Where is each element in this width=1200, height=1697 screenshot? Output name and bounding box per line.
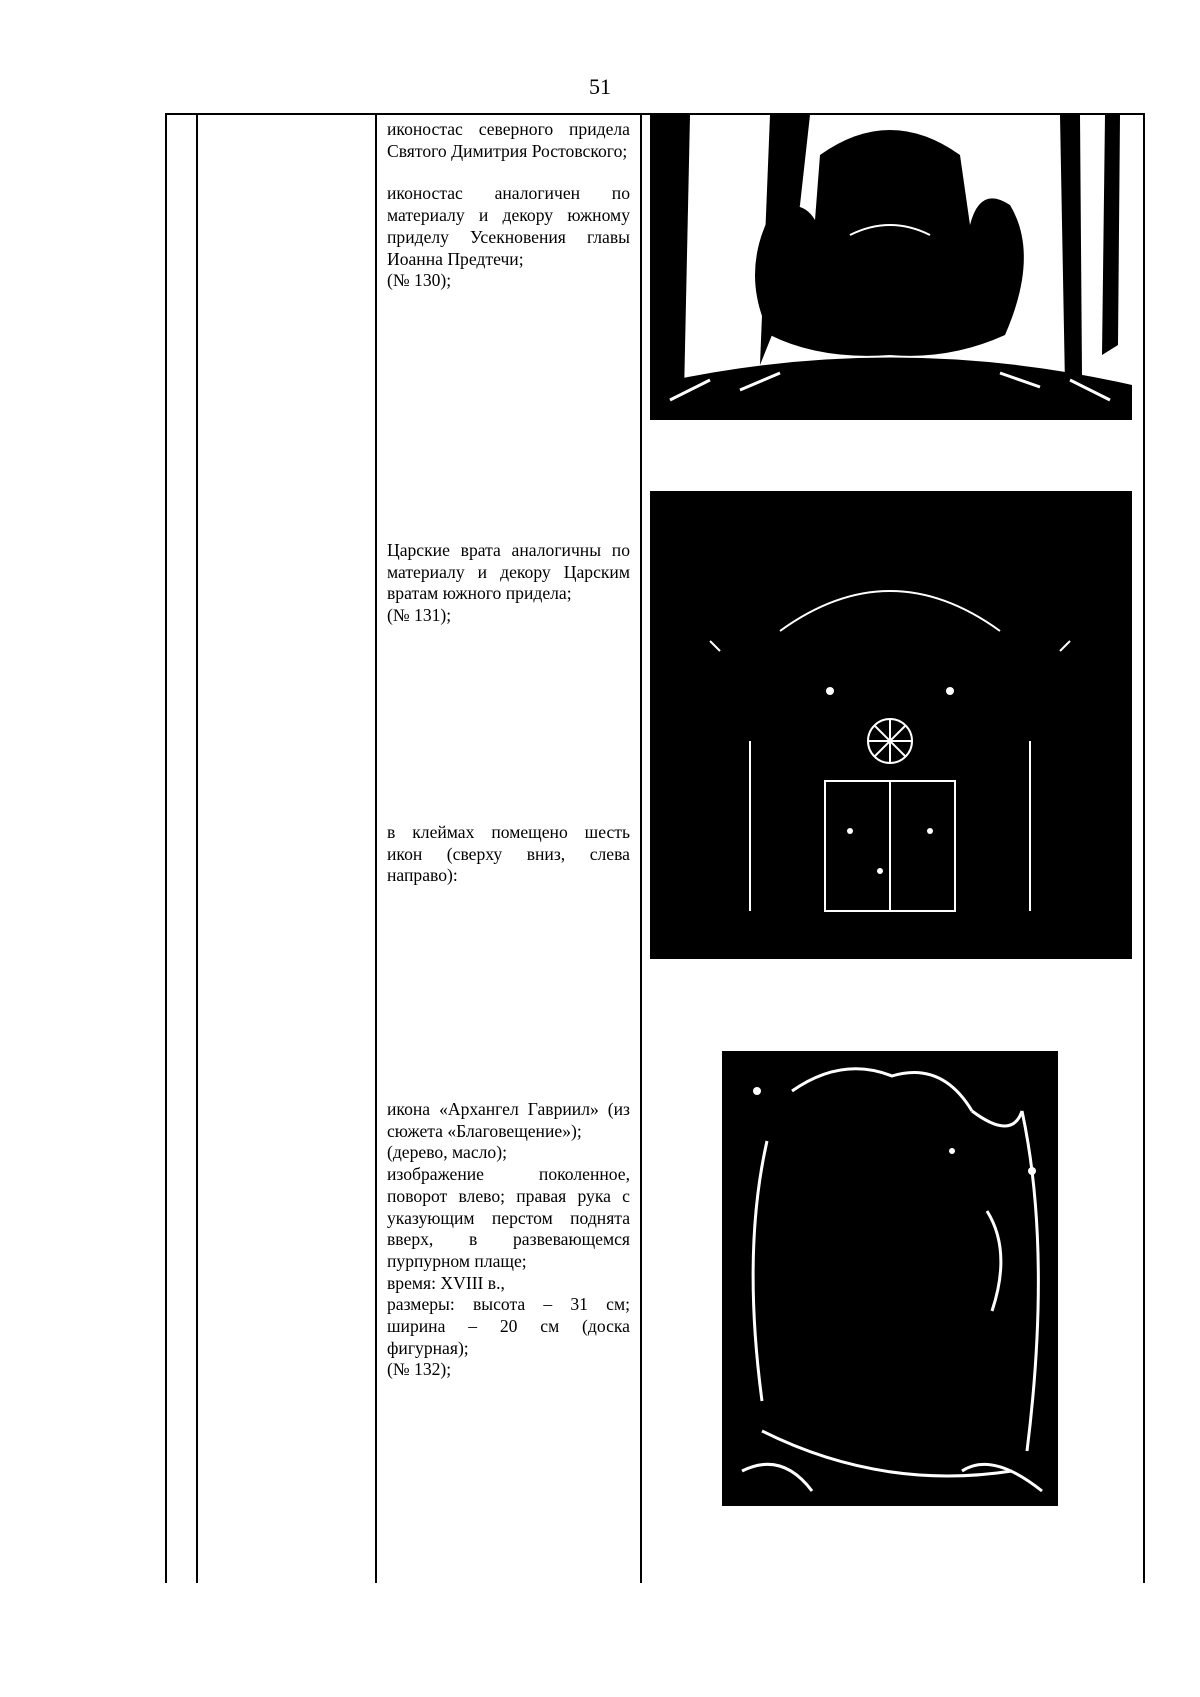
entry-royal-doors — [387, 540, 630, 627]
page-number: 51 — [589, 74, 611, 99]
entry-material: (дерево, масло); — [387, 1142, 507, 1163]
entry-dimensions: размеры: высота – 31 см; ширина – 20 см (доска фигурная); — [387, 1294, 630, 1358]
entry-description: изображение поколенное, поворот влево; правая рука с указующим перстом поднята вверх, в развевающемся пурпурном плаще; — [387, 1164, 630, 1271]
entry-iconostasis — [387, 119, 630, 292]
entry-title: икона «Архангел Гавриил» (из сюжета «Благовещение»); — [387, 1099, 630, 1141]
table-column-border — [375, 113, 377, 1583]
table-column-border — [640, 113, 642, 1583]
table-column-border — [1143, 113, 1145, 1583]
entry-reference: (№ 130); — [387, 270, 452, 291]
entry-description: иконостас аналогичен по материалу и декору южному приделу Усекновения главы Иоанна Предтечи; — [387, 183, 630, 269]
entry-heading: иконостас северного придела Святого Димитрия Ростовского; — [387, 119, 630, 161]
entry-icons-intro — [387, 822, 630, 887]
entry-reference: (№ 132); — [387, 1359, 452, 1380]
entry-date: время: XVIII в., — [387, 1272, 505, 1293]
table-column-border — [196, 113, 198, 1583]
archangel-gabriel-icon-photo — [722, 1051, 1058, 1506]
entry-description: Царские врата аналогичны по материалу и декору Царским вратам южного придела; — [387, 540, 630, 604]
iconostasis-photo — [650, 115, 1132, 420]
entry-reference: (№ 131); — [387, 605, 452, 626]
table-column-border — [165, 113, 167, 1583]
entry-archangel-gabriel-icon — [387, 1099, 630, 1381]
royal-doors-photo — [650, 491, 1132, 959]
entry-description: в клеймах помещено шесть икон (сверху вниз, слева направо): — [387, 822, 630, 886]
